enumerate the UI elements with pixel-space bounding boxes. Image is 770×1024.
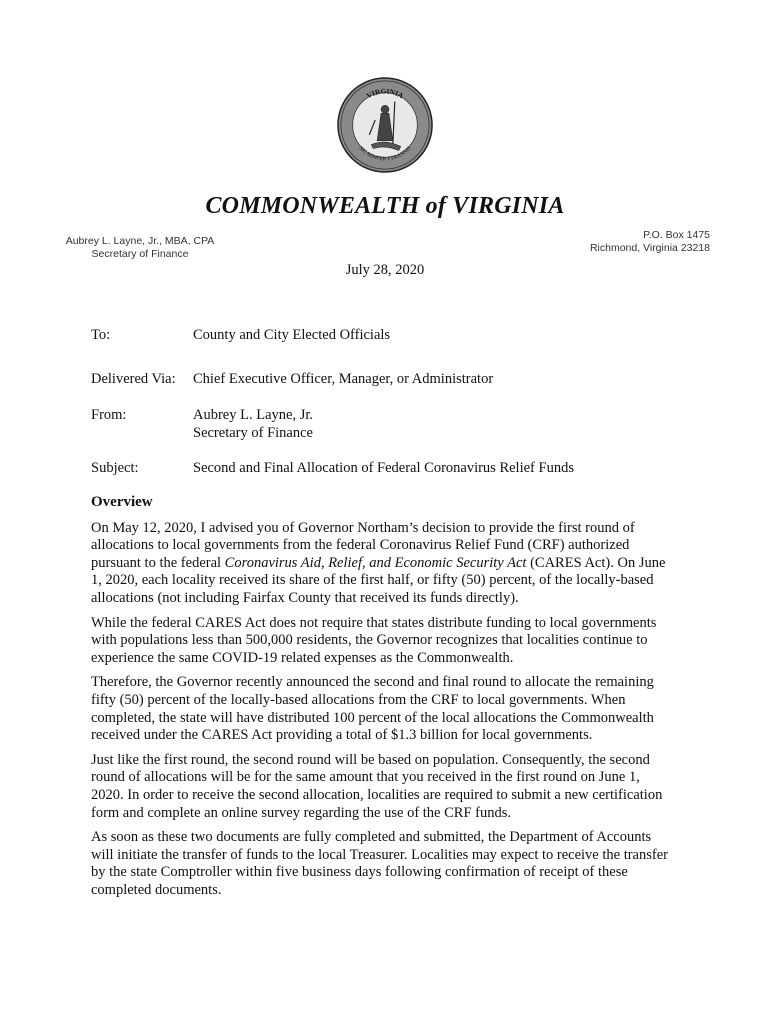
paragraph-2: While the federal CARES Act does not require that states distribute funding to local governments with populations less than 500,000 residents, the Governor recognizes that localities continue to experience the same COVID-19 related expenses as the Commonwealth. (91, 614, 657, 666)
memo-subject-row (91, 459, 574, 477)
svg-text:VIRGINIA: VIRGINIA (364, 86, 406, 101)
from-title: Secretary of Finance (193, 425, 313, 441)
paragraph-1-end: (CARES Act). On June 1, 2020, each locality received its share of the first half, or fifty (50) percent, of the locally-based allocations (not including Fairfax County that received its funds directly). (91, 554, 666, 606)
paragraph-1-start: On May 12, 2020, I advised you of Governor Northam’s decision to provide the first round of allocations to local governments from the federal Coronavirus Relief Fund (CRF) authorized pursuant to the federal (91, 519, 635, 571)
paragraph-1 (91, 520, 673, 608)
memo-via-row (91, 370, 493, 388)
memo-from-row (91, 406, 313, 442)
letter-body (91, 494, 673, 906)
memo-to-row (91, 326, 390, 344)
sender-name: Aubrey L. Layne, Jr., MBA, CPA (65, 235, 215, 247)
sender-block (40, 235, 240, 260)
via-label: Delivered Via: (91, 371, 176, 387)
via-value: Chief Executive Officer, Manager, or Administrator (193, 371, 494, 387)
subject-label: Subject: (91, 460, 139, 476)
from-name: Aubrey L. Layne, Jr. (193, 407, 313, 423)
sender-title: Secretary of Finance (91, 247, 189, 260)
to-value: County and City Elected Officials (193, 327, 391, 343)
overview-heading: Overview (91, 494, 153, 510)
subject-value: Second and Final Allocation of Federal Coronavirus Relief Funds (193, 460, 574, 476)
address-line-1: P.O. Box 1475 (643, 229, 710, 241)
letterhead-title: COMMONWEALTH of VIRGINIA (205, 193, 565, 219)
to-label: To: (91, 327, 111, 343)
state-seal (336, 76, 434, 174)
address-block (530, 229, 710, 254)
from-value (193, 406, 313, 442)
paragraph-5: As soon as these two documents are fully completed and submitted, the Department of Accounts will initiate the transfer of funds to the local Treasurer. Localities may expect to receive the transfer by the state Comptroller within five business days following confirmation of receipt of these completed documents. (91, 829, 668, 898)
letter-date: July 28, 2020 (345, 262, 425, 278)
paragraph-3: Therefore, the Governor recently announced the second and final round to allocate the remaining fifty (50) percent of the locally-based allocations from the CRF to local governments. When completed, the state will have distributed 100 percent of the local allocations the Commonwealth received under the CARES Act providing a total of $1.3 billion for local governments. (91, 674, 654, 744)
paragraph-4: Just like the first round, the second round will be based on population. Consequently, the second round of allocations will be for the same amount that you received in the first round on June 1, 2020. In order to receive the second allocation, localities are required to submit a new certification form and complete an online survey regarding the use of the CRF funds. (91, 751, 663, 821)
from-label: From: (91, 407, 127, 423)
svg-text:SIC SEMPER TYRANNIS: SIC SEMPER TYRANNIS (357, 145, 413, 163)
act-title: Coronavirus Aid, Relief, and Economic Security Act (224, 554, 527, 571)
address-line-2: Richmond, Virginia 23218 (589, 241, 710, 254)
